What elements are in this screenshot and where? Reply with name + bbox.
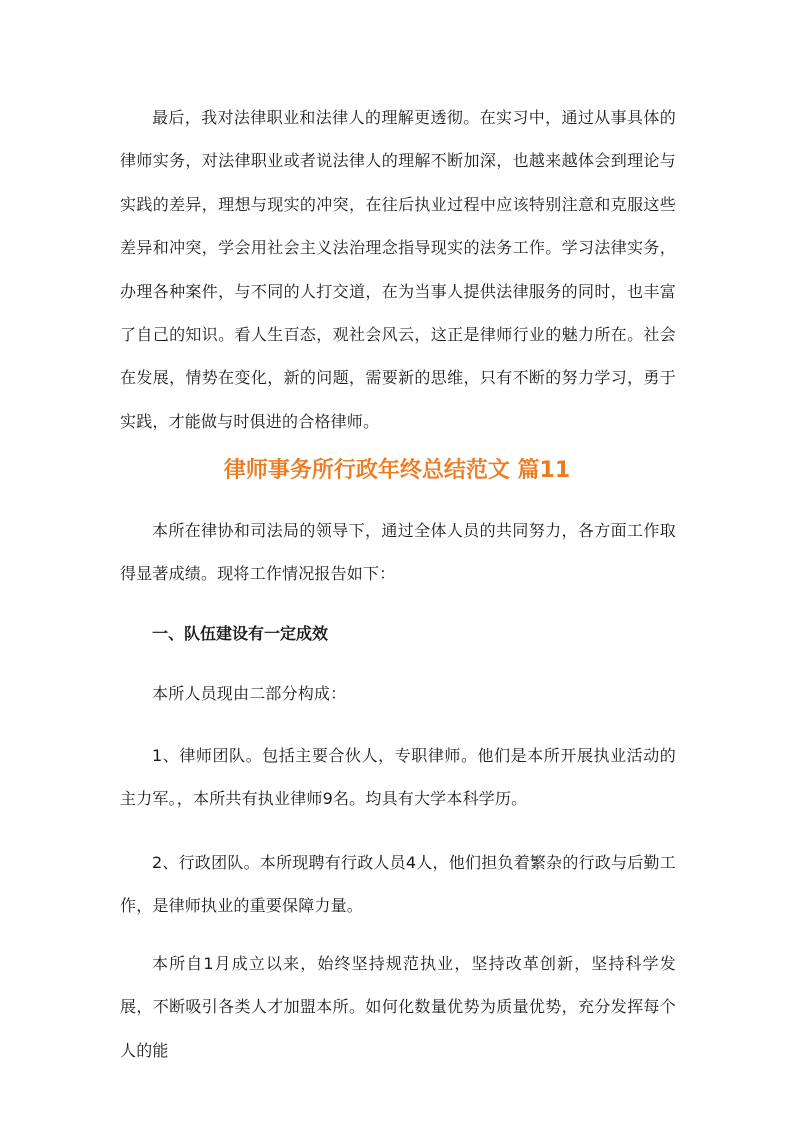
composition-paragraph: 本所人员现由二部分构成： [152,684,347,703]
intro-paragraph: 最后，我对法律职业和法律人的理解更透彻。在实习中，通过从事具体的律师实务，对法律职业或者说法律人的理解不断加深，也越来越体会到理论与实践的差异，理想与现实的冲突，在往后执业过程中应该特别注意和克服这些差异和冲突，学会用社会主义法治理念指导现实的法务工作。学习法律实务，办理各种案件，与不同的人打交道，在为当事人提供法律服务的同时，也丰富了自己的知识。看人生百态，观社会风云，这正是律师行业的魅力所在。社会在发展，情势在变化，新的问题，需要新的思维，只有不断的努力学习，勇于实践，才能做与时俱进的合格律师。 [120,108,676,431]
list-item-lawyer-team: 1、律师团队。包括主要合伙人，专职律师。他们是本所开展执业活动的主力军。，本所共有执业律师9名。均具有大学本科学历。 [120,746,676,809]
opening-paragraph: 本所在律协和司法局的领导下，通过全体人员的共同努力，各方面工作取得显著成绩。现将工作情况报告如下： [120,521,676,584]
closing-paragraph: 本所自1月成立以来，始终坚持规范执业，坚持改革创新，坚持科学发展，不断吸引各类人才加盟本所。如何化数量优势为质量优势，充分发挥每个人的能 [120,954,676,1060]
section-title: 律师事务所行政年终总结范文 篇11 [223,458,571,483]
list-item-admin-team: 2、行政团队。本所现聘有行政人员4人，他们担负着繁杂的行政与后勤工作，是律师执业的重要保障力量。 [120,853,676,916]
section-heading-1: 一、队伍建设有一定成效 [152,624,329,643]
